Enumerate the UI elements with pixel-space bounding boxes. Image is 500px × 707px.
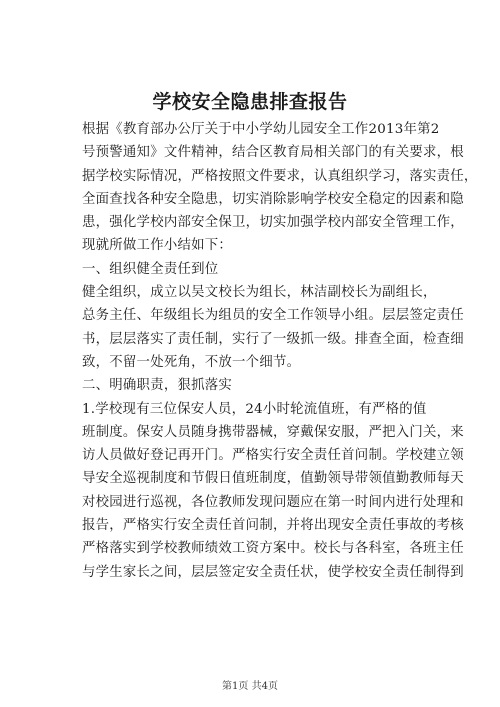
body-line: 全面查找各种安全隐患，切实消除影响学校安全稳定的因素和隐 [82, 191, 464, 207]
document-title: 学校安全隐患排查报告 [152, 91, 348, 113]
body-line: 致，不留一处死角，不放一个细节。 [82, 354, 301, 370]
body-line: 现就所做工作小结如下： [82, 238, 233, 254]
body-line: 号预警通知》文件精神，结合区教育局相关部门的有关要求，根 [82, 145, 464, 161]
body-line: 班制度。保安人员随身携带器械，穿戴保安服，严把入门关，来 [82, 424, 464, 440]
body-line: 根据《教育部办公厅关于中小学幼儿园安全工作2013年第2 [82, 122, 440, 137]
page-footer: 第1页 共4页 [222, 681, 278, 692]
document-body [82, 118, 478, 584]
body-line: 访人员做好登记再开门。严格实行安全责任首问制。学校建立领 [82, 448, 464, 464]
body-line: 患，强化学校内部安全保卫，切实加强学校内部安全管理工作， [82, 215, 464, 231]
body-line: 对校园进行巡视，各位教师发现问题应在第一时间内进行处理和 [82, 494, 464, 510]
body-line: 书，层层落实了责任制，实行了一级抓一级。排查全面，检查细 [82, 331, 464, 347]
section-heading: 二、明确职责，狠抓落实 [82, 378, 233, 394]
body-line: 总务主任、年级组长为组员的安全工作领导小组。层层签定责任 [82, 308, 464, 324]
body-line: 与学生家长之间，层层签定安全责任状，使学校安全责任制得到 [82, 564, 464, 580]
body-line: 据学校实际情况，严格按照文件要求，认真组织学习，落实责任， [82, 168, 478, 184]
body-line: 导安全巡视制度和节假日值班制度，值勤领导带领值勤教师每天 [82, 471, 464, 487]
body-line: 健全组织，成立以吴文校长为组长，林洁副校长为副组长， [82, 285, 437, 301]
body-line: 严格落实到学校教师绩效工资方案中。校长与各科室，各班主任 [82, 541, 464, 557]
body-line: 1.学校现有三位保安人员，24小时轮流值班，有严格的值 [82, 401, 427, 417]
section-heading: 一、组织健全责任到位 [82, 261, 219, 277]
body-line: 报告，严格实行安全责任首问制，并将出现安全责任事故的考核 [82, 518, 464, 534]
